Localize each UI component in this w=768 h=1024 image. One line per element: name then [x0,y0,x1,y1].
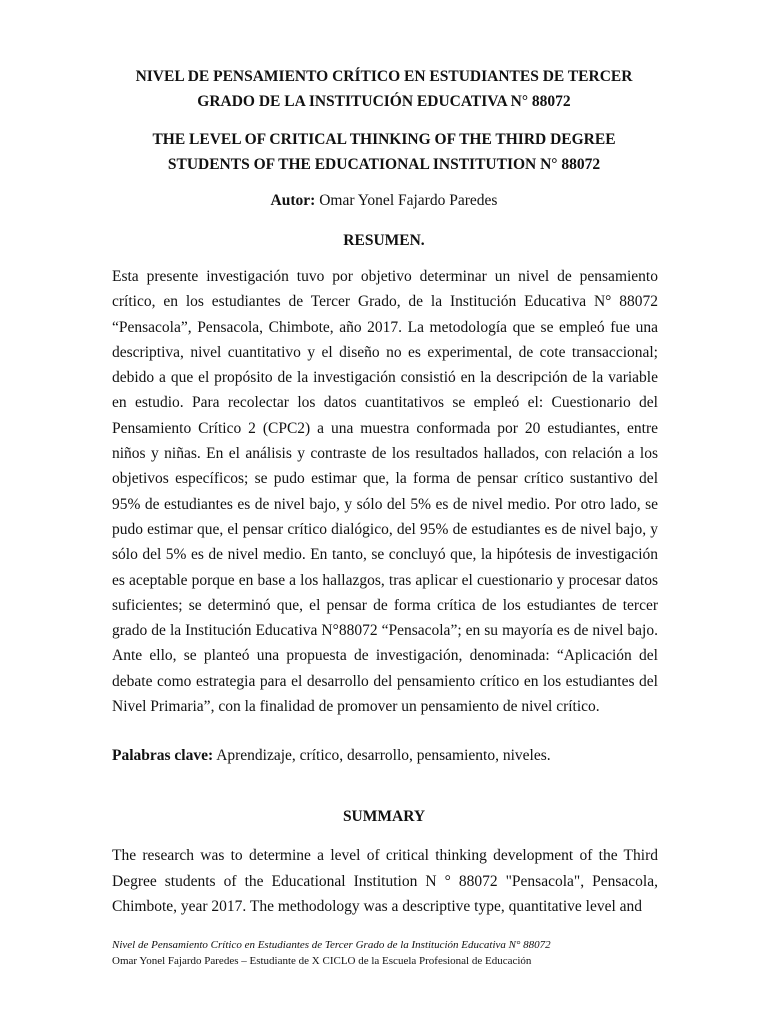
summary-heading: SUMMARY [342,808,426,825]
spanish-title-line-2: GRADO DE LA INSTITUCIÓN EDUCATIVA N° 88072 [197,93,571,110]
english-title-line-2: STUDENTS OF THE EDUCATIONAL INSTITUTION N° 88072 [167,156,601,173]
english-title-line-1: THE LEVEL OF CRITICAL THINKING OF THE THIRD DEGREE [152,131,616,148]
keywords-line [112,743,658,768]
author-name: Omar Yonel Fajardo Paredes [315,192,498,209]
footer-author: Omar Yonel Fajardo Paredes – Estudiante de X CICLO de la Escuela Profesional de Educación [112,955,532,967]
spanish-title-line-1: NIVEL DE PENSAMIENTO CRÍTICO EN ESTUDIANTES DE TERCER [135,68,633,85]
author-label: Autor: [270,192,316,209]
keywords-text: Aprendizaje, crítico, desarrollo, pensamiento, niveles. [213,747,551,764]
english-title [80,127,688,177]
resumen-paragraph: Esta presente investigación tuvo por objetivo determinar un nivel de pensamiento crítico, en los estudiantes de Tercer Grado, de la Institución Educativa N° 88072 “Pensacola”, Pensacola, Chimbote, año 2017. La metodología que se empleó fue una descriptiva, nivel cuantitativo y el diseño no es experimental, de cote transaccional; debido a que el propósito de la investigación consistió en la descripción de la variable en estudio. Para recolectar los datos cuantitativos se empleó el: Cuestionario del Pensamiento Crítico 2 (CPC2) a una muestra conformada por 20 estudiantes, entre niños y niñas. En el análisis y contraste de los resultados hallados, con relación a los objetivos específicos; se pudo estimar que, la forma de pensar crítico sustantivo del 95% de estudiantes es de nivel bajo, y sólo del 5% es de nivel medio. Por otro lado, se pudo estimar que, el pensar crítico dialógico, del 95% de estudiantes es de nivel bajo, y sólo del 5% es de nivel medio. En tanto, se concluyó que, la hipótesis de investigación es aceptable porque en base a los hallazgos, tras aplicar el cuestionario y procesar datos suficientes; se determinó que, el pensar de forma crítica de los estudiantes de tercer grado de la Institución Educativa N°88072 “Pensacola”; en su mayoría es de nivel bajo. Ante ello, se planteó una propuesta de investigación, denominada: “Aplicación del debate como estrategia para el desarrollo del pensamiento crítico en los estudiantes del Nivel Primaria”, con la finalidad de promover un pensamiento de nivel crítico. [112,268,658,716]
spanish-title [80,64,688,114]
keywords-label: Palabras clave: [112,747,214,764]
resumen-heading: RESUMEN. [343,232,425,249]
page-footer [112,937,672,969]
author-line [80,189,688,213]
summary-paragraph: The research was to determine a level of critical thinking development of the Third Degree students of the Educational Institution N ° 88072 "Pensacola", Pensacola, Chimbote, year 2017. The methodology was a descriptive type, quantitative level and [112,847,658,915]
footer-title: Nivel de Pensamiento Crítico en Estudiantes de Tercer Grado de la Institución Educativa N° 88072 [112,939,551,951]
